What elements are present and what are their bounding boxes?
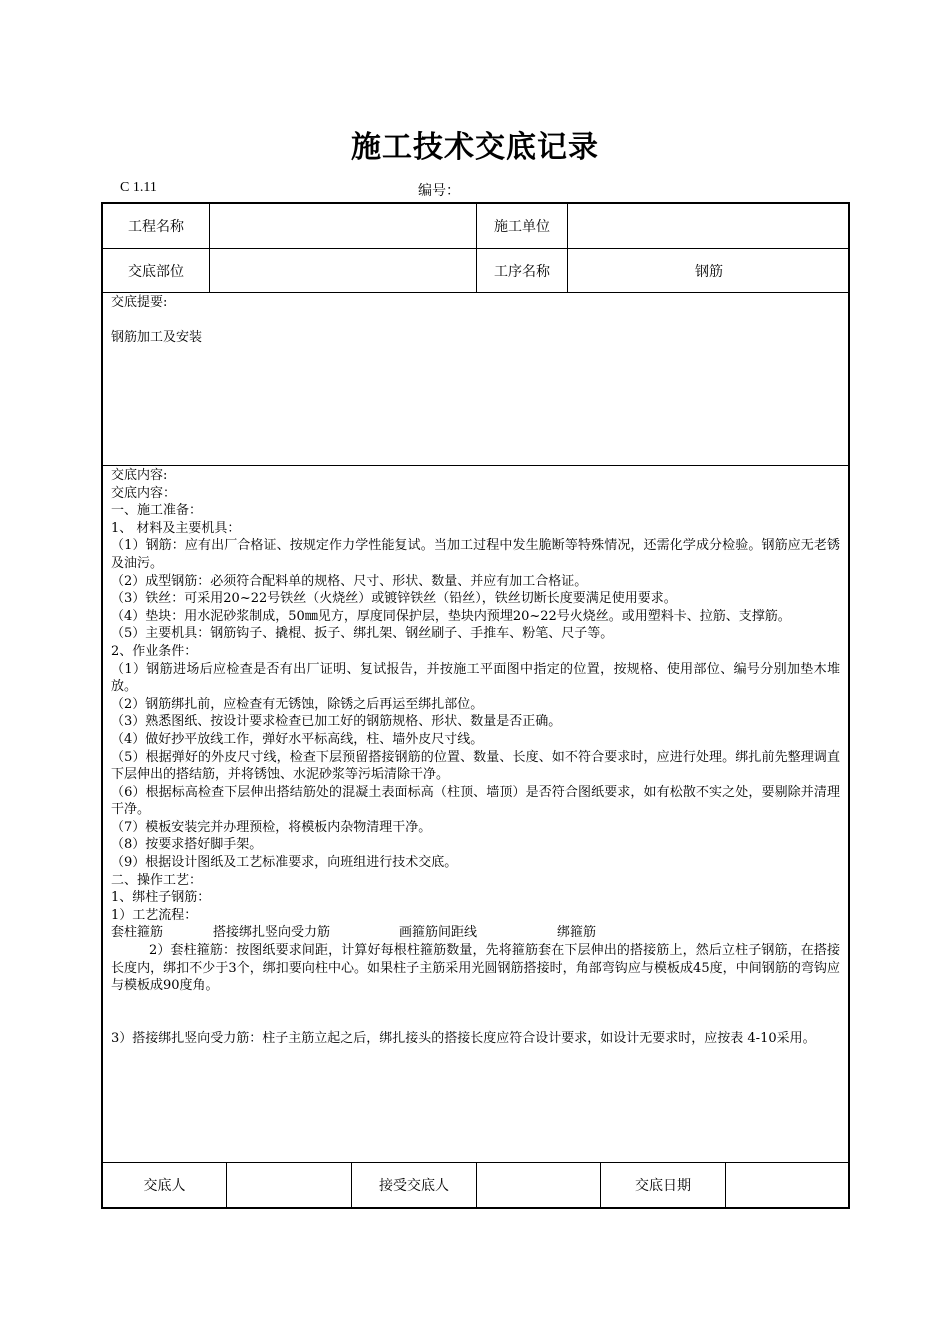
content-line: 1、绑柱子钢筋： [111, 890, 211, 906]
construction-company-field[interactable] [568, 204, 850, 248]
content-section [103, 466, 848, 1163]
content-line: （5）根据弹好的外皮尺寸线，检查下层预留搭接钢筋的位置、数量、长度、如不符合要求时，应进行处理。绑扎前先整理调直下层伸出的搭结筋，并将锈蚀、水泥砂浆等污垢清除干净。 [111, 749, 840, 783]
content-line: （1）钢筋进场后应检查是否有出厂证明、复试报告，并按施工平面图中指定的位置，按规格、使用部位、编号分别加垫木堆放。 [111, 661, 840, 695]
receiver-label: 接受交底人 [352, 1163, 477, 1207]
construction-company-label: 施工单位 [477, 204, 568, 248]
content-line: 一、施工准备： [111, 503, 203, 519]
receiver-field[interactable] [477, 1163, 601, 1207]
content-line: 1、 材料及主要机具： [111, 520, 241, 536]
process-name-label: 工序名称 [477, 249, 568, 292]
process-name-field[interactable]: 钢筋 [695, 263, 723, 280]
flow-step: 搭接绑扎竖向受力筋 [213, 925, 331, 941]
content-line: 二、操作工艺： [111, 872, 203, 888]
content-line: 交底内容： [111, 485, 177, 501]
project-name-field[interactable] [210, 204, 477, 248]
content-line: （6）根据标高检查下层伸出搭结筋处的混凝土表面标高（柱顶、墙顶）是否符合图纸要求，如有松散不实之处，要剔除并清理干净。 [111, 784, 840, 818]
content-line: （8）按要求搭好脚手架。 [111, 837, 263, 853]
summary-text: 钢筋加工及安装 [111, 329, 203, 345]
header-row-1 [103, 204, 848, 249]
content-line: （1）钢筋：应有出厂合格证、按规定作力学性能复试。当加工过程中发生脆断等特殊情况，还需化学成分检验。钢筋应无老锈及油污。 [111, 538, 840, 571]
flow-step: 绑箍筋 [557, 925, 597, 941]
content-line: （7）模板安装完并办理预检，将模板内杂物清理干净。 [111, 819, 432, 835]
date-field[interactable] [726, 1163, 850, 1207]
content-line: （4）垫块：用水泥砂浆制成，50㎜见方，厚度同保护层，垫块内预埋20~22号火烧丝。或用塑料卡、拉筋、支撑筋。 [111, 608, 791, 624]
summary-section [103, 293, 848, 466]
project-name-label: 工程名称 [103, 204, 210, 248]
form-code: C 1.11 [120, 180, 157, 195]
date-label: 交底日期 [601, 1163, 726, 1207]
flow-step: 画箍筋间距线 [399, 925, 478, 941]
content-paragraph: 2）套柱箍筋：按图纸要求间距，计算好每根柱箍筋数量，先将箍筋套在下层伸出的搭接筋上，然后立柱子钢筋，在搭接长度内，绑扣不少于3个，绑扣要向柱中心。如果柱子主筋采用光圆钢筋搭接时，角部弯钩应与模板成45度，中间钢筋的弯钩应与模板成90度角。 [111, 943, 840, 994]
content-line: （3）铁丝：可采用20~22号铁丝（火烧丝）或镀锌铁丝（铅丝），铁丝切断长度要满足使用要求。 [111, 591, 677, 607]
disclosure-part-label: 交底部位 [103, 249, 210, 292]
content-line: （3）熟悉图纸、按设计要求检查已加工好的钢筋规格、形状、数量是否正确。 [111, 714, 562, 730]
presenter-field[interactable] [227, 1163, 352, 1207]
page-title: 施工技术交底记录 [351, 130, 599, 165]
form-table [101, 202, 850, 1209]
presenter-label: 交底人 [103, 1163, 227, 1207]
process-flow [103, 924, 848, 942]
content-paragraph: 3）搭接绑扎竖向受力筋：柱子主筋立起之后，绑扎接头的搭接长度应符合设计要求，如设计无要求时，应按表 4-10采用。 [111, 1030, 816, 1046]
serial-number-label: 编号： [418, 183, 460, 199]
content-line: 1）工艺流程： [111, 907, 198, 923]
disclosure-part-field[interactable] [210, 249, 477, 292]
content-line: （5）主要机具：钢筋钩子、撬棍、扳子、绑扎架、钢丝刷子、手推车、粉笔、尺子等。 [111, 626, 614, 642]
content-line: （2）成型钢筋：必须符合配料单的规格、尺寸、形状、数量、并应有加工合格证。 [111, 573, 588, 589]
content-line: 2、作业条件： [111, 643, 198, 659]
signature-row [103, 1163, 848, 1207]
flow-step: 套柱箍筋 [111, 925, 164, 941]
content-line: 交底内容: [111, 468, 168, 483]
header-row-2 [103, 249, 848, 293]
content-line: （9）根据设计图纸及工艺标准要求，向班组进行技术交底。 [111, 855, 458, 871]
summary-label: 交底提要: [111, 295, 168, 310]
content-line: （2）钢筋绑扎前，应检查有无锈蚀，除锈之后再运至绑扎部位。 [111, 696, 484, 712]
content-line: （4）做好抄平放线工作，弹好水平标高线，柱、墙外皮尺寸线。 [111, 731, 484, 747]
